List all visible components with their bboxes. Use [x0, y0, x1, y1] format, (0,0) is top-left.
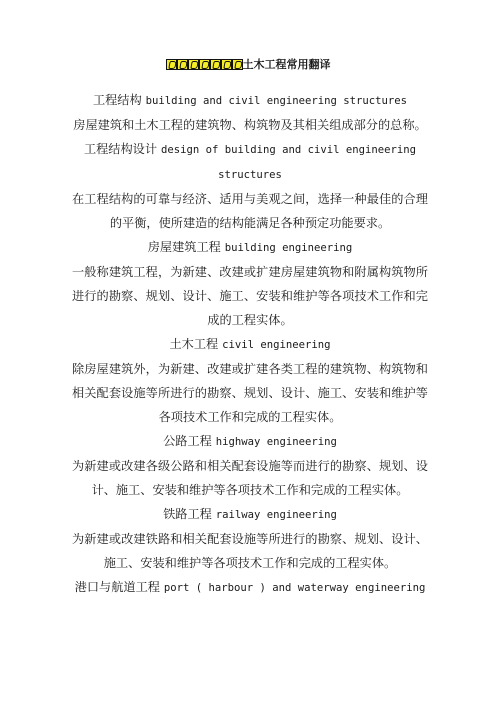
glossary-definition: 为新建或改建铁路和相关配套设施等所进行的勘察、规划、设计、施工、安装和维护等各项技术工作和完成的工程实体。: [72, 532, 428, 570]
missing-glyph-icon: [166, 59, 177, 70]
term-zh: 铁路工程: [163, 507, 212, 521]
glossary-term: [72, 575, 428, 600]
missing-glyph-icon: [188, 59, 199, 70]
document-title-text: 土木工程常用翻译: [242, 58, 331, 71]
glossary-body: [72, 88, 428, 600]
term-en: building and civil engineering structures: [145, 95, 408, 107]
glossary-term: [72, 137, 428, 187]
term-en: civil engineering: [222, 339, 331, 351]
glossary-term: [72, 429, 428, 454]
glossary-term: [72, 88, 428, 113]
term-zh: 港口与航道工程: [74, 580, 160, 594]
glossary-definition: 房屋建筑和土木工程的建筑物、构筑物及其相关组成部分的总称。: [73, 118, 427, 132]
term-zh: 工程结构设计: [83, 142, 158, 156]
term-zh: 土木工程: [169, 337, 219, 351]
term-zh: 房屋建筑工程: [147, 240, 221, 254]
term-en: design of building and civil engineering structures: [160, 144, 417, 181]
missing-glyph-icon: [232, 59, 243, 70]
missing-glyph-icon: [221, 59, 232, 70]
term-en: port ( harbour ) and waterway engineering: [163, 582, 426, 594]
glossary-definition: 一般称建筑工程，为新建、改建或扩建房屋建筑物和附属构筑物所进行的勘察、规划、设计、施工、安装和维护等各项技术工作和完成的工程实体。: [72, 265, 428, 327]
glossary-term: [72, 332, 428, 357]
term-zh: 工程结构: [92, 93, 142, 107]
missing-glyph-icon: [177, 59, 188, 70]
document-title: [0, 57, 496, 73]
term-zh: 公路工程: [163, 434, 212, 448]
term-en: railway engineering: [215, 509, 337, 521]
glossary-definition: 在工程结构的可靠与经济、适用与美观之间，选择一种最佳的合理的平衡，使所建造的结构能满足各种预定功能要求。: [72, 192, 428, 230]
missing-glyph-icon: [199, 59, 210, 70]
glossary-term: [72, 235, 428, 260]
missing-glyph-icon: [210, 59, 221, 70]
glossary-definition: 为新建或改建各级公路和相关配套设施等而进行的勘察、规划、设计、施工、安装和维护等各项技术工作和完成的工程实体。: [72, 459, 428, 497]
term-en: highway engineering: [215, 436, 337, 448]
glossary-term: [72, 502, 428, 527]
glossary-definition: 除房屋建筑外，为新建、改建或扩建各类工程的建筑物、构筑物和相关配套设施等所进行的勘察、规划、设计、施工、安装和维护等各项技术工作和完成的工程实体。: [72, 362, 428, 424]
term-en: building engineering: [224, 242, 353, 254]
